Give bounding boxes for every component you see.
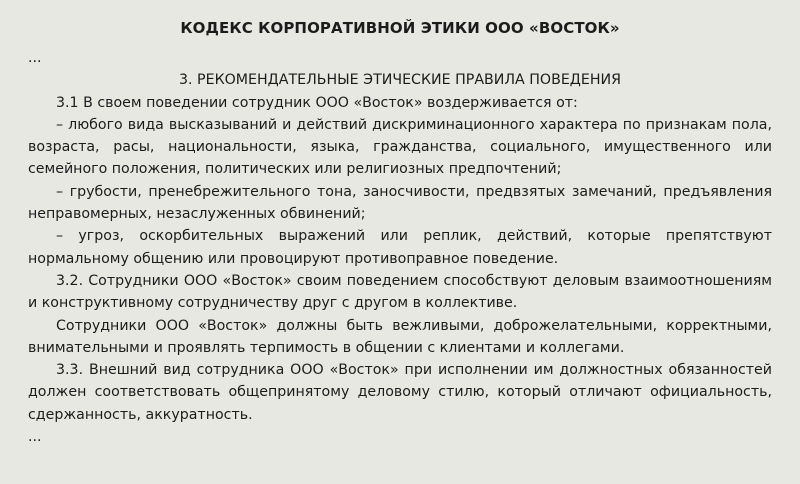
paragraph-3-1: 3.1 В своем поведении сотрудник ООО «Восток» воздерживается от: (56, 94, 578, 111)
paragraph-politeness: Сотрудники ООО «Восток» должны быть вежливыми, доброжелательными, корректными, внимательными и проявлять терпимость в общении с клиентами и коллегами. (28, 317, 772, 356)
ellipsis-bottom: ... (28, 429, 42, 446)
list-item-discrimination: – любого вида высказываний и действий дискриминационного характера по признакам пола, возраста, расы, национальности, языка, гражданства, социального, имущественного или семейного положения, политических или религиозных предпочтений; (28, 116, 772, 178)
ellipsis-top: ... (28, 50, 42, 66)
paragraph-3-3: 3.3. Внешний вид сотрудника ООО «Восток» при исполнении им должностных обязанностей должен соответствовать общепринятому деловому стилю, который отличают официальность, сдержанность, аккуратность. (28, 362, 772, 423)
list-item-rudeness: – грубости, пренебрежительного тона, заносчивости, предвзятых замечаний, предъявления неправомерных, незаслуженных обвинений; (28, 183, 772, 223)
list-item-threats: – угроз, оскорбительных выражений или реплик, действий, которые препятствуют нормальному общению или провоцируют противоправное поведение. (28, 228, 772, 267)
paragraph-3-2: 3.2. Сотрудники ООО «Восток» своим поведением способствуют деловым взаимоотношениям и конструктивному сотрудничеству друг с другом в коллективе. (28, 272, 772, 312)
section-heading: 3. РЕКОМЕНДАТЕЛЬНЫЕ ЭТИЧЕСКИЕ ПРАВИЛА ПОВЕДЕНИЯ (179, 72, 621, 89)
document-title: КОДЕКС КОРПОРАТИВНОЙ ЭТИКИ ООО «ВОСТОК» (180, 19, 620, 37)
